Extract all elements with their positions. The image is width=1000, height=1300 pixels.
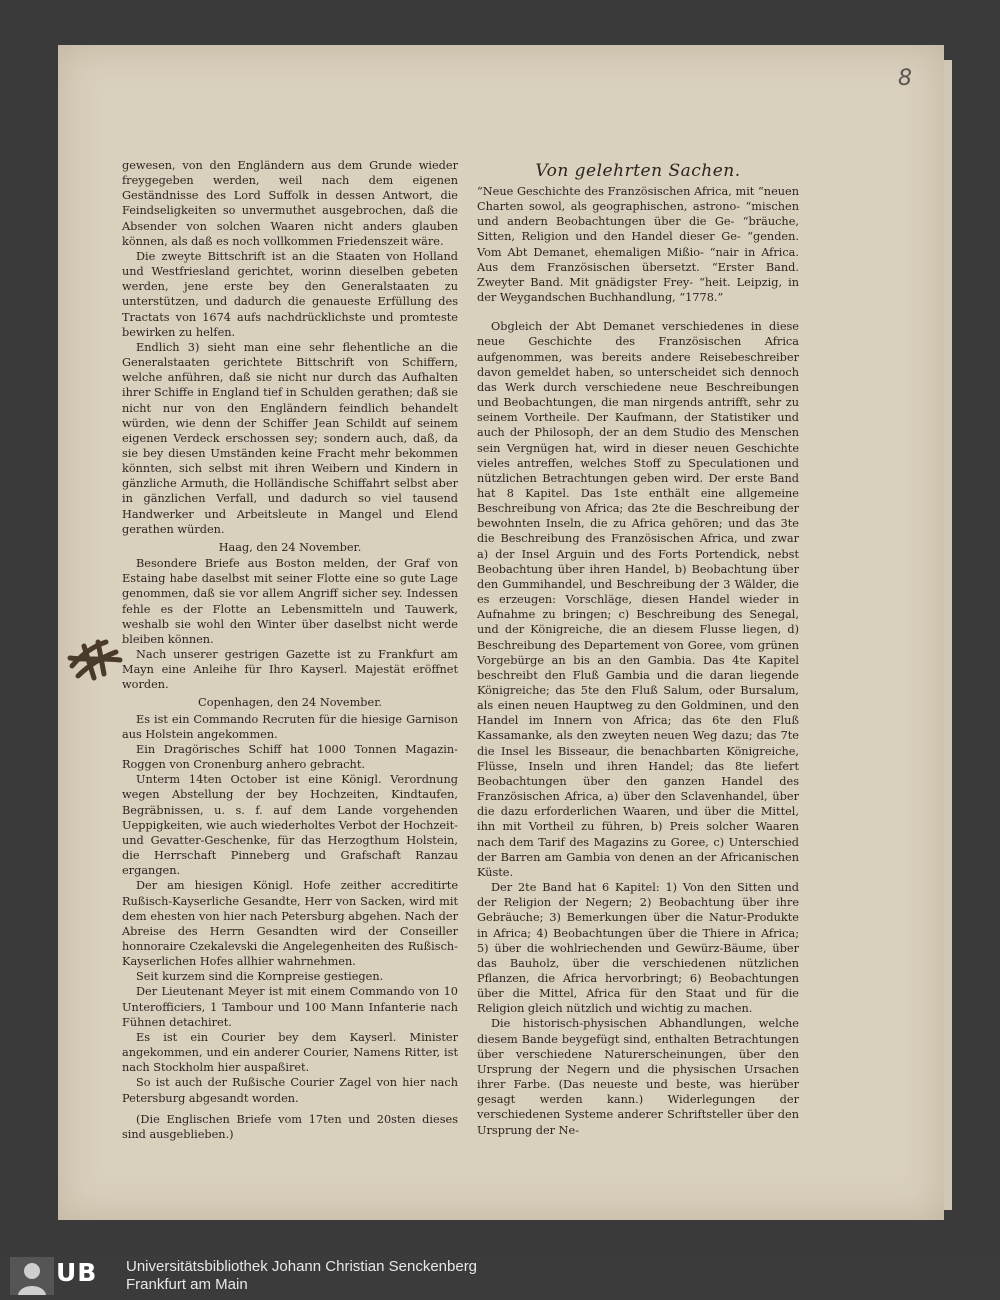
institution-line2: Frankfurt am Main [126,1276,248,1293]
book-title-text: “Neue Geschichte des Französischen Africa, mit “neuen Charten sowol, als geographischen, astrono- “mischen und andern Beobachtungen über die Ge- “bräuche, Sitten, Religion und den Handel dieser Ge- “genden. Vom Abt Demanet, ehemaligen Mißio- “nair in Africa. Aus dem Französischen übersetzt. “Erster Band. Zweyter Band. Mit gnädigster Frey- “heit. Leipzig, in der Weygandschen Buchhandlung, “1778.” [477,185,799,305]
left-column [122,158,458,1142]
paragraph: Es ist ein Courier bey dem Kayserl. Minister angekommen, und ein anderer Courier, Namens Ritter, ist nach Stockholm hier auspaßiret. [122,1030,458,1075]
institution-line1: Universitätsbibliothek Johann Christian Senckenberg [126,1258,478,1275]
paragraph: So ist auch der Rußische Courier Zagel von hier nach Petersburg abgesandt worden. [122,1076,458,1105]
paragraph: Nach unserer gestrigen Gazette ist zu Frankfurt am Mayn eine Anleihe für Ihro Kayserl. Majestät eröffnet worden. [122,648,458,692]
paragraph: Obgleich der Abt Demanet verschiedenes in diese neue Geschichte des Französischen Africa aufgenommen, was bereits andere Reisebeschreiber davon gemeldet haben, so unterscheidet sich dennoch das Werk durch verschiedene neue Beschreibungen und Beobachtungen, die man nirgends antrifft, sehr zu seinem Vortheile. Der Kaufmann, der Statistiker und auch der Philosoph, der an dem Studio des Menschen sein Vergnügen hat, wird in dieser neuen Geschichte vieles antreffen, welches Stoff zu Speculationen und nützlichen Betrachtungen geben wird. Der erste Band hat 8 Kapitel. Das 1ste enthält eine allgemeine Beschreibung von Africa; das 2te die Beschreibung der bewohnten Inseln, die zu Africa gehören; und das 3te die Beschreibung des Französischen Africa, und zwar a) der Insel Arguin und des Forts Portendick, nebst Beobachtung über ihren Handel, b) Beobachtung über den Gummihandel, und Beschreibung der 3 Wälder, die es erzeugen: Vorschläge, diesen Handel wieder in Aufnahme zu bringen; c) Beschreibung des Senegal, und der Königreiche, die an diesem Flusse liegen, d) Beschreibung des Departement von Goree, vom grünen Vorgebürge an bis an den Gambia. Das 4te Kapitel beschreibt den Fluß Gambia und die daran liegende Königreiche; das 5te den Fluß Salum, oder Bursalum, als einen neuen Hauptweg zu den Goldminen, und den Handel im Innern von Africa; das 6te den Fluß Kassamanke, als den zweyten neuen Weg dazu; das 7te die Insel les Bisseaur, die benachbarten Königreiche, Flüsse, Inseln und ihren Handel; das 8te liefert Beobachtungen über den ganzen Handel des Französischen Africa, a) über den Sclavenhandel, über die dazu erforderlichen Waaren, und über die Mittel, ihn mit Vortheil zu führen, b) Preis solcher Waaren nach dem Tarif des Magazins zu Goree, c) Unterschied der Barren am Gambia von denen an der Africanischen Küste. [477,320,799,879]
paragraph: Endlich 3) sieht man eine sehr flehentliche an die Generalstaaten gerichtete Bittschrift von Schiffern, welche anführen, daß sie nicht nur durch das Aufhalten ihrer Schiffe in England tief in Schulden gerathen; daß sie nicht nur von den Engländern feindlich behandelt würden, wie denn der Schiffer Jean Schildt auf seinem eigenen Verdeck erschossen sey; sondern auch, daß, da sie bey diesen Umständen keine Fracht mehr bekommen könnten, sich selbst mit ihren Weibern und Kindern in gänzliche Armuth, die Holländische Schiffahrt selbst aber in gänzlichen Verfall, und dadurch so viel tausend Handwerker und Arbeitsleute in Mangel und Elend gerathen würden. [122,340,458,536]
paragraph: Ein Dragörisches Schiff hat 1000 Tonnen Magazin-Roggen von Cronenburg anhero gebracht. [122,742,458,772]
footer-bar [0,1252,1000,1300]
paragraph: Besondere Briefe aus Boston melden, der Graf von Estaing habe daselbst mit seiner Flotte eine so gute Lage genommen, daß sie vor allem Angriff sicher sey. Indessen fehle es der Flotte an Lebensmitteln und Tauwerk, weshalb sie wohl den Winter über daselbst nicht werde bleiben können. [122,557,458,646]
section-heading: Von gelehrten Sachen. [535,161,741,181]
institution-name[interactable] [126,1258,477,1294]
paragraph: Der 2te Band hat 6 Kapitel: 1) Von den Sitten und der Religion der Negern; 2) Beobachtung über ihre Gebräuche; 3) Bemerkungen über die Natur-Produkte in Africa; 4) Beobachtungen über die Thiere in Africa; 5) über die wohlriechenden und Gewürz-Bäume, über das Bauholz, über die verschiedenen nützlichen Pflanzen, die Africa hervorbringt; 6) Beobachtungen über die Mittel, Africa für den Staat und für die Religion gleich nützlich und wichtig zu machen. [477,881,799,1016]
book-title [477,184,799,305]
paragraph: Es ist ein Commando Recruten für die hiesige Garnison aus Holstein angekommen. [122,712,458,741]
paragraph: Unterm 14ten October ist eine Königl. Verordnung wegen Abstellung der bey Hochzeiten, Kindtaufen, Begräbnissen, u. s. f. auf dem Lande vorgehenden Ueppigkeiten, wie auch wiederholtes Verbot der Hochzeit- und Gevatter-Geschenke, für das Herzogthum Holstein, die Herrschaft Pinneberg und Grafschaft Ranzau ergangen. [122,773,458,878]
page-number: 8 [898,66,912,91]
ink-mark-icon [64,636,124,682]
paragraph: Seit kurzem sind die Kornpreise gestiegen. [136,970,384,984]
paragraph: Der Lieutenant Meyer ist mit einem Commando von 10 Unterofficiers, 1 Tambour und 100 Mann Infanterie nach Fühnen detachiret. [122,985,458,1029]
dateline-copenhagen: Copenhagen, den 24 November. [198,696,382,710]
paragraph: Die zweyte Bittschrift ist an die Staaten von Holland und Westfriesland gerichtet, worinn dieselben gebeten werden, jene erste bey den Generalstaaten zu unterstützen, und dadurch die genaueste Erfüllung des Tractats von 1674 aufs nachdrücklichste und promteste bewirken zu helfen. [122,249,458,339]
dateline-haag: Haag, den 24 November. [218,540,362,554]
paragraph: Die historisch-physischen Abhandlungen, welche diesem Bande beygefügt sind, enthalten Betrachtungen über verschiedene Naturerscheinungen, über den Ursprung der Negern und die physischen Ursachen ihrer Farbe. (Das neueste und beste, was hierüber gesagt werden kann.) Widerlegungen der verschiedenen Systeme anderer Schriftsteller über den Ursprung der Ne- [477,1017,799,1137]
paragraph-note: (Die Englischen Briefe vom 17ten und 20sten dieses sind ausgeblieben.) [122,1112,458,1141]
paragraph: gewesen, von den Engländern aus dem Grunde wieder freygegeben werden, weil nach dem eigenen Geständnisse des Lord Suffolk in dessen Antwort, die Feindseligkeiten so unvermuthet ausgebrochen, daß die Absender von solchen Waaren nicht anders glauben können, als daß es noch vollkommen Friedenszeit wäre. [122,159,458,248]
right-column [477,154,799,1138]
paragraph: Der am hiesigen Königl. Hofe zeither accreditirte Rußisch-Kayserliche Gesandte, Herr von Sacken, wird mit dem ehesten von hier nach Petersburg abgehen. Nach der Abreise des Herrn Gesandten wird der Conseiller honnoraire Czekalevski die Angelegenheiten des Rußisch-Kayserlichen Hofes allhier wahrnehmen. [122,879,458,969]
logo-text: UB [56,1258,98,1287]
